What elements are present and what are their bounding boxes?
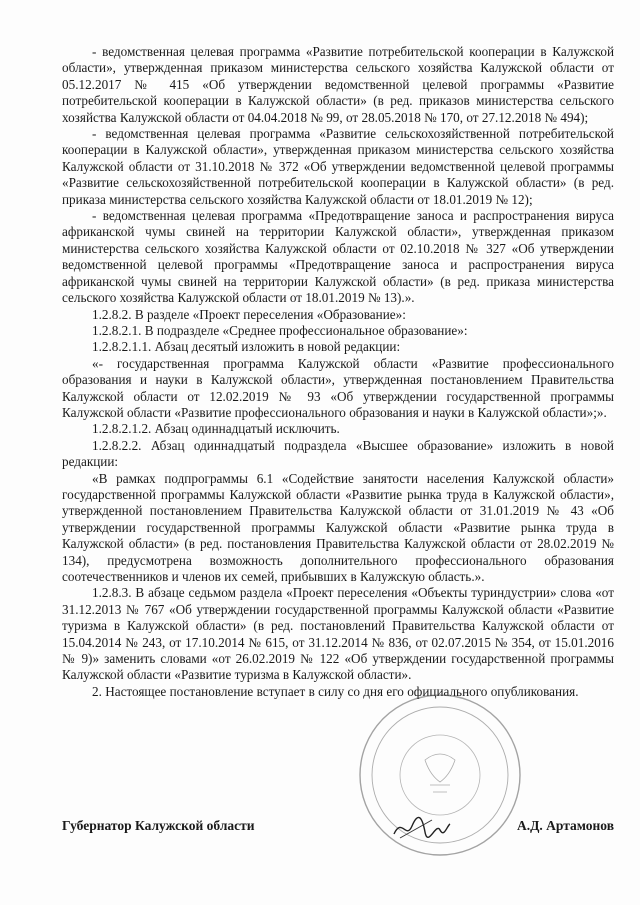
paragraph: - ведомственная целевая программа «Предотвращение заноса и распространения вируса африканской чумы свиней на территории Калужской области», утвержденная приказом министерства сельского хозяйства Калужской области от 02.10.2018 № 327 «Об утверждении ведомственной целевой программы «Предотвращение заноса и распространения вируса африканской чумы свиней на территории Калужской области» (в ред. приказа министерства сельского хозяйства Калужской области от 18.01.2019 № 13).». xyxy=(62,208,614,306)
handwritten-signature xyxy=(392,812,452,842)
paragraph: «В рамках подпрограммы 6.1 «Содействие занятости населения Калужской области» государственной программы Калужской области «Развитие рынка труда в Калужской области», утвержденной постановлением Правительства Калужской области от 31.01.2019 № 43 «Об утверждении государственной программы Калужской области «Развитие рынка труда в Калужской области» (в ред. постановления Правительства Калужской области от 28.02.2019 № 134), предусмотрена возможность дополнительного профессионального образования соотечественников и членов их семей, прибывших в Калужскую область.». xyxy=(62,470,614,584)
paragraph: 1.2.8.2.1.1. Абзац десятый изложить в новой редакции: xyxy=(92,339,401,355)
paragraph: - ведомственная целевая программа «Развитие потребительской кооперации в Калужской области», утвержденная приказом министерства сельского хозяйства Калужской области от 05.12.2017 № 415 «Об утверждении ведомственной целевой программы «Развитие потребительской кооперации в Калужской области» (в ред. приказов министерства сельского хозяйства Калужской области от 04.04.2018 № 99, от 28.05.2018 № 170, от 27.12.2018 № 494); xyxy=(62,44,614,125)
paragraph: 2. Настоящее постановление вступает в силу со дня его официального опубликования. xyxy=(92,683,579,699)
paragraph: 1.2.8.3. В абзаце седьмом раздела «Проект переселения «Объекты туриндустрии» слова «от 31.12.2013 № 767 «Об утверждении государственной программы Калужской области «Развитие туризма в Калужской области» (в ред. постановлений Правительства Калужской области от 15.04.2014 № 243, от 17.10.2014 № 615, от 31.12.2014 № 836, от 02.07.2015 № 354, от 15.01.2016 № 9)» заменить словами «от 26.02.2019 № 122 «Об утверждении государственной программы Калужской области «Развитие туризма в Калужской области». xyxy=(62,585,614,683)
paragraph: 1.2.8.2. В разделе «Проект переселения «Образование»: xyxy=(92,306,406,322)
document-body xyxy=(62,44,614,700)
paragraph: «- государственная программа Калужской области «Развитие профессионального образования и науки в Калужской области», утвержденная постановлением Правительства Калужской области от 12.02.2019 № 93 «Об утверждении государственной программы Калужской области «Развитие профессионального образования и науки в Калужской области»;». xyxy=(62,355,614,420)
signatory-position: Губернатор Калужской области xyxy=(62,818,255,833)
paragraph: 1.2.8.2.2. Абзац одиннадцатый подраздела «Высшее образование» изложить в новой редакции: xyxy=(62,437,614,470)
paragraph: 1.2.8.2.1. В подразделе «Среднее профессиональное образование»: xyxy=(92,322,468,338)
paragraph: - ведомственная целевая программа «Развитие сельскохозяйственной потребительской кооперации в Калужской области», утвержденная приказом министерства сельского хозяйства Калужской области от 31.10.2018 № 372 «Об утверждении ведомственной целевой программы «Развитие сельскохозяйственной потребительской кооперации в Калужской области» (в ред. приказа министерства сельского хозяйства Калужской области от 18.01.2019 № 12); xyxy=(62,126,614,207)
paragraph: 1.2.8.2.1.2. Абзац одиннадцатый исключить. xyxy=(92,421,340,437)
signatory-name: А.Д. Артамонов xyxy=(516,818,614,833)
